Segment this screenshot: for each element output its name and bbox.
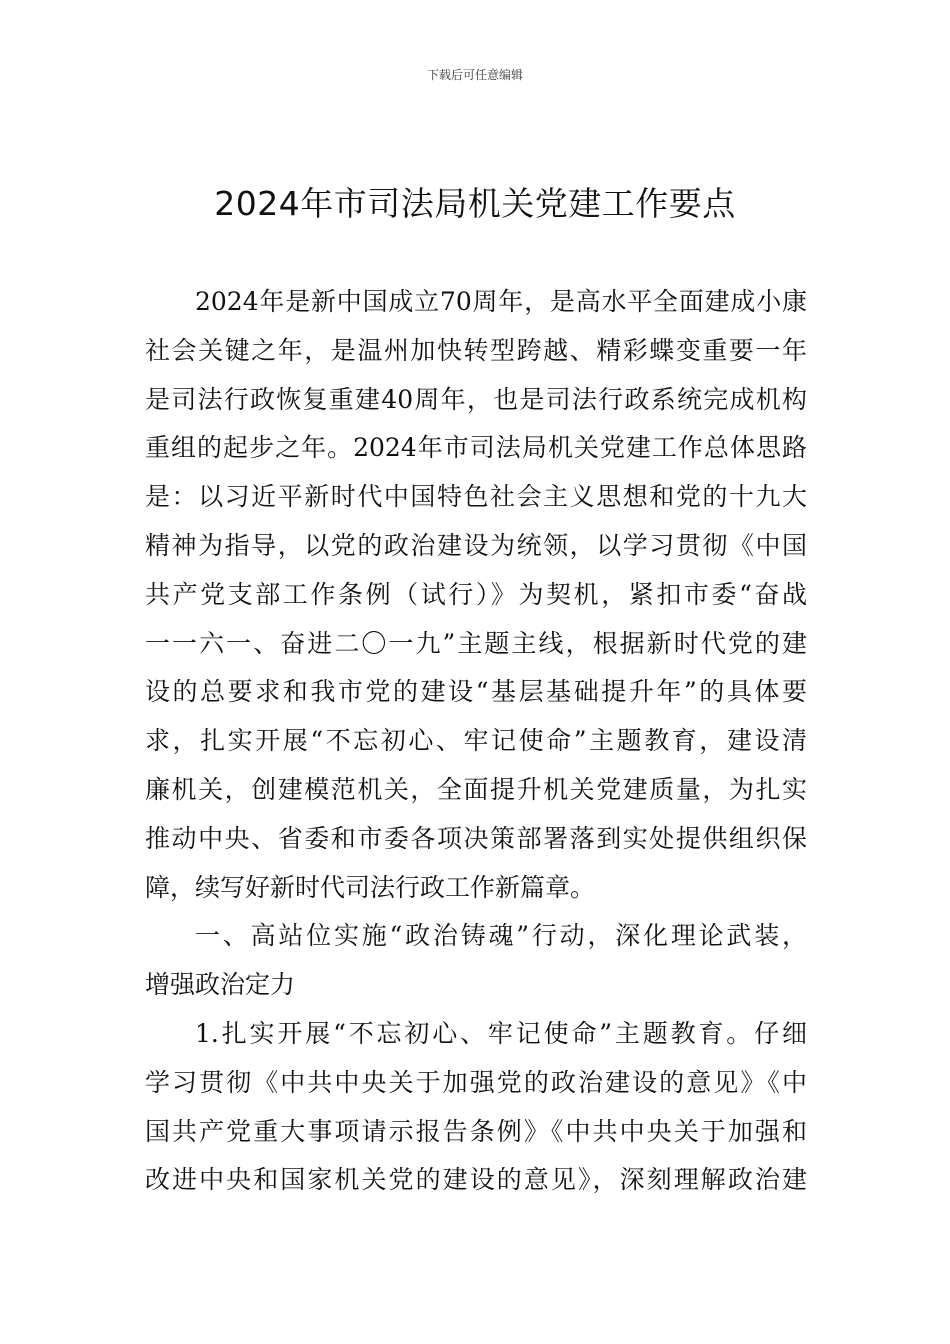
section-heading-line: 增强政治定力 <box>145 970 296 1000</box>
body-line: 国共产党重大事项请示报告条例》《中共中央关于加强和 <box>145 1116 807 1146</box>
body-line: 社会关键之年，是温州加快转型跨越、精彩蝶变重要一年 <box>145 335 807 365</box>
body-line: 廉机关，创建模范机关，全面提升机关党建质量，为扎实 <box>145 774 807 804</box>
section-heading-line: 一、高站位实施“政治铸魂”行动，深化理论武装， <box>195 921 807 951</box>
body-line: 共产党支部工作条例（试行）》为契机，紧扣市委“奋战 <box>145 579 807 609</box>
body-line: 推动中央、省委和市委各项决策部署落到实处提供组织保 <box>145 823 807 853</box>
body-line: 是司法行政恢复重建40周年，也是司法行政系统完成机构 <box>145 384 807 414</box>
body-line: 改进中央和国家机关党的建设的意见》，深刻理解政治建 <box>145 1165 807 1195</box>
body-line: 2024年是新中国成立70周年，是高水平全面建成小康 <box>195 287 807 316</box>
body-line: 1.扎实开展“不忘初心、牢记使命”主题教育。仔细 <box>195 1018 807 1048</box>
document-title: 2024年市司法局机关党建工作要点 <box>214 184 736 223</box>
body-line: 是：以习近平新时代中国特色社会主义思想和党的十九大 <box>145 482 807 512</box>
body-line: 设的总要求和我市党的建设“基层基础提升年”的具体要 <box>145 677 807 707</box>
header-note: 下载后可任意编辑 <box>426 68 523 82</box>
body-line: 精神为指导，以党的政治建设为统领，以学习贯彻《中国 <box>145 530 807 560</box>
document-body <box>145 278 807 1205</box>
body-line: 障，续写好新时代司法行政工作新篇章。 <box>145 872 596 902</box>
body-line: 重组的起步之年。2024年市司法局机关党建工作总体思路 <box>145 433 807 463</box>
body-line: 求，扎实开展“不忘初心、牢记使命”主题教育，建设清 <box>145 726 807 756</box>
body-line: 一一六一、奋进二〇一九”主题主线，根据新时代党的建 <box>145 628 807 658</box>
body-line: 学习贯彻《中共中央关于加强党的政治建设的意见》《中 <box>145 1067 807 1097</box>
